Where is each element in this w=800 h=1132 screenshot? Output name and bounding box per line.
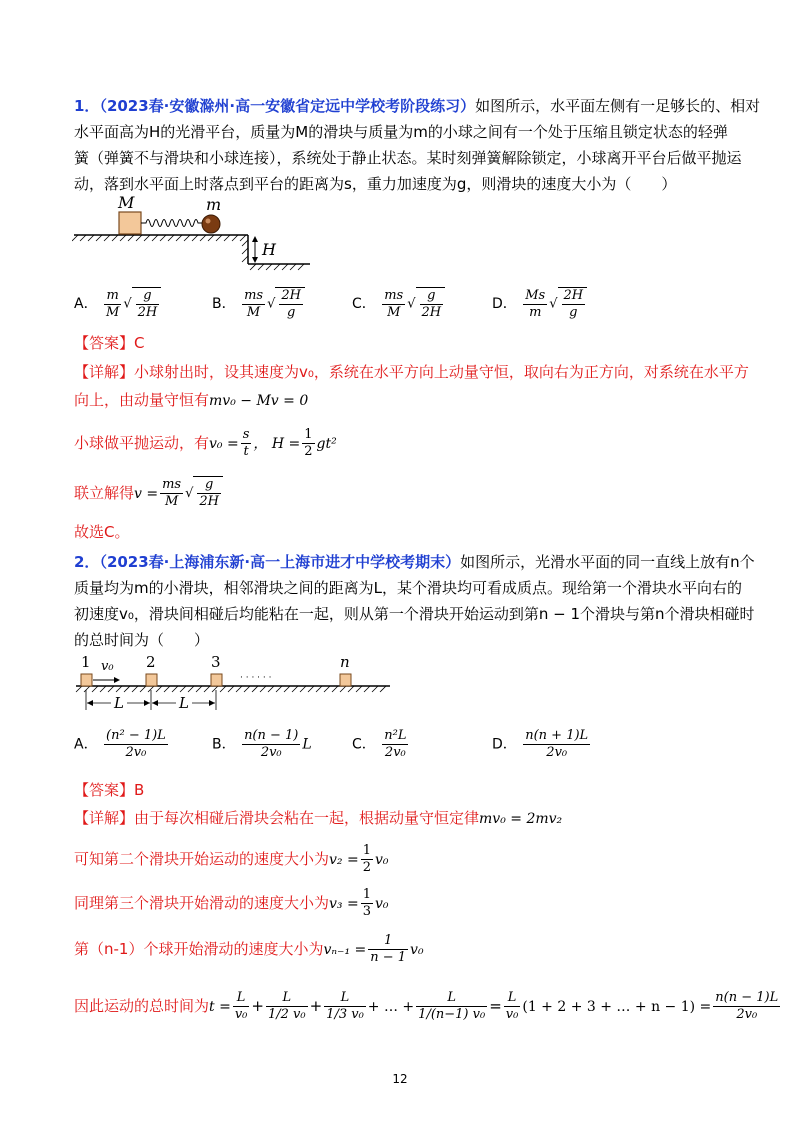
q1-label-m: m	[206, 195, 222, 214]
q2-line1	[74, 552, 755, 572]
q1-option-d[interactable]: D． $\frac{Ms}{m}$ √ $\frac{2H}{g}$	[492, 287, 587, 321]
q1-detail-line3: 小球做平抛运动，有v₀ = $\frac{s}{t}$ ， H = $\frac{1}{2}$ gt²	[74, 427, 337, 459]
q1-answer: 【答案】C	[74, 334, 145, 352]
q1-detail-line1: 【详解】小球射出时，设其速度为v₀，系统在水平方向上动量守恒，取向右为正方向，对系统在水平方	[74, 363, 749, 381]
q2-figure	[72, 652, 394, 716]
q1-detail-line4: 联立解得v = $\frac{ms}{M}$ √ $\frac{g}{2H}$	[74, 476, 223, 511]
q1-stem-line2: 水平面高为H的光滑平台，质量为M的滑块与质量为m的小球之间有一个处于压缩且锁定状态的轻弹	[74, 123, 728, 141]
q1-label-M: M	[118, 193, 135, 212]
q1-stem-line3: 簧（弹簧不与滑块和小球连接），系统处于静止状态。某时刻弹簧解除锁定，小球离开平台后做平抛运	[74, 149, 742, 167]
q1-figure	[72, 192, 312, 274]
page-number: 12	[392, 1072, 408, 1086]
q2-detail-line1: 【详解】由于每次相碰后滑块会粘在一起，根据动量守恒定律mv₀ = 2mv₂	[74, 809, 563, 827]
q1-spring	[141, 220, 203, 227]
q2-stem-line1: 如图所示，光滑水平面的同一直线上放有n个	[460, 553, 755, 571]
q2-detail-line4: 第（n-1）个球开始滑动的速度大小为vₙ₋₁ = $\frac{1}{n - 1}$ v₀	[74, 933, 424, 965]
q1-source: （2023春·安徽滁州·高一安徽省定远中学校考阶段练习）	[99, 97, 476, 115]
q2-detail-line2: 可知第二个滑块开始运动的速度大小为v₂ = $\frac{1}{2}$ v₀	[74, 843, 389, 875]
svg-text:2: 2	[146, 653, 156, 671]
q2-option-a[interactable]: A． $\frac{\text{(n² − 1)L}}{\text{2v₀}}$	[74, 728, 166, 760]
svg-text:v₀: v₀	[101, 659, 114, 674]
svg-text:n: n	[340, 653, 350, 671]
q2-option-d[interactable]: D． $\frac{n(n + 1)L}{\text{2v₀}}$	[492, 728, 589, 760]
q2-answer: 【答案】B	[74, 781, 145, 799]
q2-option-b[interactable]: B． $\frac{n(n - 1)}{\text{2v₀}}$ L	[212, 728, 312, 760]
q1-ball-m	[202, 215, 220, 233]
q2-block-2	[146, 674, 157, 686]
q2-source: （2023春·上海浦东新·高一上海市进才中学校考期末）	[99, 553, 461, 571]
q2-block-n	[340, 674, 351, 686]
q1-stem-line1: 如图所示，水平面左侧有一足够长的、相对	[475, 97, 761, 115]
q2-stem-line2: 质量均为m的小滑块，相邻滑块之间的距离为L，某个滑块均可看成质点。现给第一个滑块水平向右的	[74, 579, 742, 597]
q1-option-c[interactable]: C． $\frac{ms}{M}$ √ $\frac{g}{2H}$	[352, 287, 445, 321]
q2-stem-line3: 初速度v₀，滑块间相碰后均能粘在一起，则从第一个滑块开始运动到第n − 1个滑块与第n个滑块相碰时	[74, 605, 755, 623]
q1-line1	[74, 96, 760, 116]
svg-text:L: L	[114, 694, 124, 712]
q1-conclusion: 故选C。	[74, 523, 130, 541]
q1-option-b[interactable]: B． $\frac{ms}{M}$ √ $\frac{2H}{g}$	[212, 287, 305, 321]
q2-detail-line5: 因此运动的总时间为t = $\frac{L}{\text{v₀}}$ + $\frac{L}{\text{1/2 v₀}}$ + $\frac{L}{\text{1/3 v₀}}$ + … + $\frac{L}{\text{1/(n−1) v₀}}$ = $\frac{L}{\text{v₀}}$ (1 + 2 + 3 + … + n − 1) = $\frac{n(n - 1)L}{\text{2v₀}}$	[74, 990, 779, 1022]
q2-stem-line4: 的总时间为（ ）	[74, 631, 210, 649]
q1-block-M	[119, 212, 141, 234]
q1-option-a[interactable]: A． $\frac{m}{M}$ √ $\frac{g}{2H}$	[74, 287, 161, 321]
svg-text:1: 1	[81, 653, 91, 671]
q1-detail-line2: 向上，由动量守恒有mv₀ − Mv = 0	[74, 391, 309, 409]
q1-number: 1．	[74, 97, 100, 115]
svg-text:3: 3	[211, 653, 221, 671]
q2-block-3	[211, 674, 222, 686]
q2-block-1	[81, 674, 92, 686]
q2-option-c[interactable]: C． $\frac{\text{n²L}}{\text{2v₀}}$	[352, 728, 407, 760]
q2-number: 2．	[74, 553, 100, 571]
q2-detail-line3: 同理第三个滑块开始滑动的速度大小为v₃ = $\frac{1}{3}$ v₀	[74, 887, 389, 919]
svg-text:L: L	[179, 694, 189, 712]
q1-stem-line4: 动，落到水平面上时落点到平台的距离为s，重力加速度为g，则滑块的速度大小为（ ）	[74, 175, 677, 193]
svg-text:· · · · · ·: · · · · · ·	[240, 673, 272, 683]
q1-label-H: H	[262, 240, 276, 259]
